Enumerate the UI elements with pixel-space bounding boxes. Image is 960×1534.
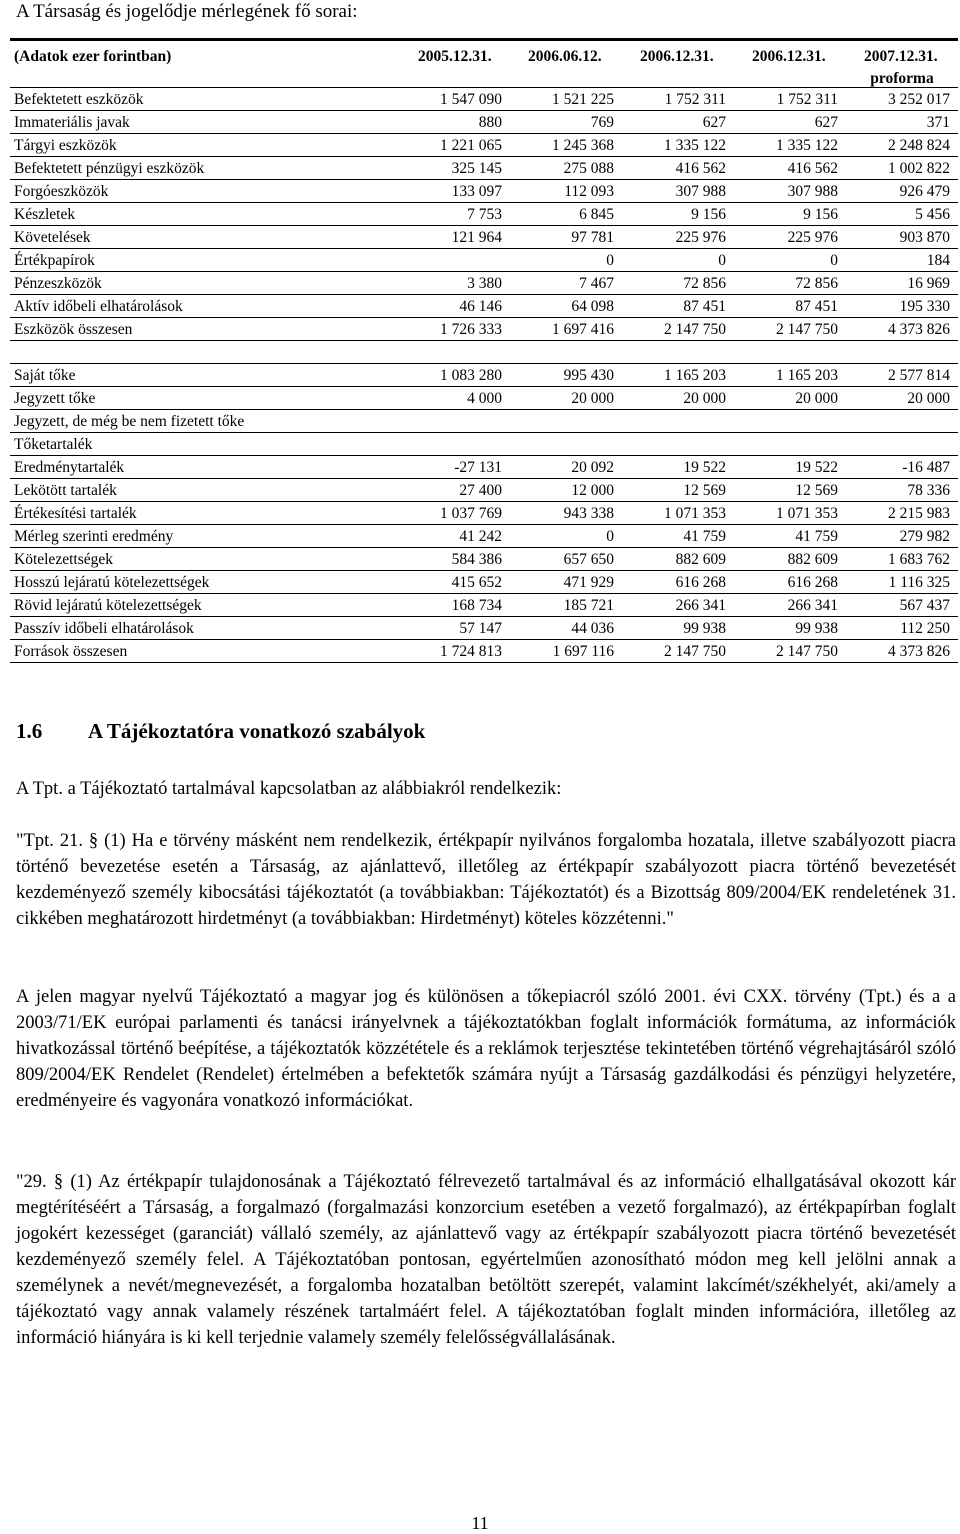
cell-value: 1 071 353 <box>734 502 846 525</box>
section-number: 1.6 <box>16 719 43 743</box>
cell-value: 112 250 <box>846 617 958 640</box>
paragraph: A Tpt. a Tájékoztató tartalmával kapcsolatban az alábbiakról rendelkezik: <box>16 779 562 799</box>
cell-value: 1 335 122 <box>734 134 846 157</box>
row-label: Saját tőke <box>10 364 400 387</box>
row-label: Követelések <box>10 226 400 249</box>
table-row <box>10 88 958 111</box>
cell-value: 0 <box>622 249 734 272</box>
cell-value: 1 752 311 <box>734 88 846 111</box>
cell-value: 616 268 <box>622 571 734 594</box>
section-title-text: A Tájékoztatóra vonatkozó szabályok <box>88 719 426 743</box>
cell-value: 882 609 <box>734 548 846 571</box>
cell-value: 1 521 225 <box>510 88 622 111</box>
cell-value: 20 000 <box>622 387 734 410</box>
row-label: Tőketartalék <box>10 433 400 456</box>
cell-value: 121 964 <box>400 226 510 249</box>
cell-value: 12 569 <box>734 479 846 502</box>
cell-value: 41 242 <box>400 525 510 548</box>
cell-value: 41 759 <box>622 525 734 548</box>
cell-value: 371 <box>846 111 958 134</box>
cell-value: 195 330 <box>846 295 958 318</box>
cell-value: 307 988 <box>734 180 846 203</box>
page-heading: A Társaság és jogelődje mérlegének fő sorai: <box>16 1 358 22</box>
cell-value: 567 437 <box>846 594 958 617</box>
row-label: Rövid lejáratú kötelezettségek <box>10 594 400 617</box>
unit-label: (Adatok ezer forintban) <box>10 40 400 70</box>
cell-value: 7 753 <box>400 203 510 226</box>
cell-value: 9 156 <box>734 203 846 226</box>
cell-value: 1 165 203 <box>622 364 734 387</box>
cell-value: 627 <box>734 111 846 134</box>
cell-value: 1 724 813 <box>400 640 510 663</box>
cell-value: 20 000 <box>510 387 622 410</box>
cell-value: 57 147 <box>400 617 510 640</box>
cell-value: 1 165 203 <box>734 364 846 387</box>
cell-value: 1 547 090 <box>400 88 510 111</box>
table-row <box>10 640 958 663</box>
column-header: 2007.12.31. <box>846 40 958 70</box>
cell-value: 1 083 280 <box>400 364 510 387</box>
cell-value: 9 156 <box>622 203 734 226</box>
table-row <box>10 617 958 640</box>
cell-value: 20 000 <box>846 387 958 410</box>
cell-value: 1 071 353 <box>622 502 734 525</box>
cell-value: 133 097 <box>400 180 510 203</box>
cell-value <box>846 410 958 433</box>
cell-value: 415 652 <box>400 571 510 594</box>
cell-value: 769 <box>510 111 622 134</box>
row-label: Immateriális javak <box>10 111 400 134</box>
cell-value: 4 373 826 <box>846 640 958 663</box>
cell-value: 1 002 822 <box>846 157 958 180</box>
balance-sheet-table <box>10 38 958 663</box>
cell-value: 4 373 826 <box>846 318 958 341</box>
paragraph: "29. § (1) Az értékpapír tulajdonosának a Tájékoztató félrevezető tartalmával és az információ elhallgatásával okozott kár megtérítéséért a Társaság, a forgalmazó (forgalmazási konzorcium esetében a vezető forgalmazó), az értékpapírban foglalt jogokért kezességet (garanciát) vállaló személy, az ajánlattevő vagy az értékpapír szabályozott piacra történő bevezetését kezdeményező személy felel. A Tájékoztatóban pontosan, egyértelműen azonosítható módon meg kell jelölni annak a személynek a nevét/megnevezését, a forgalomba hozatalban betöltött szerepét, valamint lakcímét/székhelyét, aki/amely a tájékoztató vagy annak valamely részének tartalmáért felel. A tájékoztatóban foglalt minden információra, illetőleg az információ hiányára is ki kell terjednie valamely személy felelősségvállalásának. <box>16 1172 956 1348</box>
cell-value <box>846 433 958 456</box>
cell-value: 7 467 <box>510 272 622 295</box>
cell-value: 41 759 <box>734 525 846 548</box>
cell-value <box>510 433 622 456</box>
cell-value: 307 988 <box>622 180 734 203</box>
cell-value: 1 335 122 <box>622 134 734 157</box>
row-label: Jegyzett tőke <box>10 387 400 410</box>
cell-value: 3 380 <box>400 272 510 295</box>
cell-value: 926 479 <box>846 180 958 203</box>
cell-value: 1 752 311 <box>622 88 734 111</box>
cell-value: 2 215 983 <box>846 502 958 525</box>
table-row <box>10 249 958 272</box>
cell-value <box>400 249 510 272</box>
cell-value <box>510 410 622 433</box>
cell-value: 4 000 <box>400 387 510 410</box>
cell-value: 2 147 750 <box>622 640 734 663</box>
table-row <box>10 272 958 295</box>
table-row <box>10 180 958 203</box>
cell-value: 72 856 <box>734 272 846 295</box>
cell-value: 471 929 <box>510 571 622 594</box>
cell-value: 1 726 333 <box>400 318 510 341</box>
row-label: Tárgyi eszközök <box>10 134 400 157</box>
table-row <box>10 433 958 456</box>
cell-value: 185 721 <box>510 594 622 617</box>
cell-value: 279 982 <box>846 525 958 548</box>
section-title <box>16 717 425 745</box>
cell-value: 416 562 <box>622 157 734 180</box>
cell-value: 20 092 <box>510 456 622 479</box>
row-label: Forgóeszközök <box>10 180 400 203</box>
table-row <box>10 548 958 571</box>
row-label: Kötelezettségek <box>10 548 400 571</box>
cell-value: 416 562 <box>734 157 846 180</box>
column-header: 2006.06.12. <box>510 40 622 70</box>
cell-value: 99 938 <box>622 617 734 640</box>
cell-value: 903 870 <box>846 226 958 249</box>
cell-value: 6 845 <box>510 203 622 226</box>
cell-value: 2 147 750 <box>622 318 734 341</box>
row-label: Értékpapírok <box>10 249 400 272</box>
column-header: 2006.12.31. <box>622 40 734 70</box>
table-row <box>10 111 958 134</box>
cell-value <box>622 433 734 456</box>
column-header: 2006.12.31. <box>734 40 846 70</box>
cell-value: 184 <box>846 249 958 272</box>
cell-value: 46 146 <box>400 295 510 318</box>
cell-value: -16 487 <box>846 456 958 479</box>
cell-value: 0 <box>510 249 622 272</box>
cell-value: 2 577 814 <box>846 364 958 387</box>
row-label: Pénzeszközök <box>10 272 400 295</box>
table-row <box>10 479 958 502</box>
cell-value: 72 856 <box>622 272 734 295</box>
table-row <box>10 134 958 157</box>
cell-value: 44 036 <box>510 617 622 640</box>
cell-value: 943 338 <box>510 502 622 525</box>
table-row <box>10 387 958 410</box>
cell-value: 64 098 <box>510 295 622 318</box>
cell-value: 275 088 <box>510 157 622 180</box>
cell-value: 1 245 368 <box>510 134 622 157</box>
cell-value: 1 683 762 <box>846 548 958 571</box>
table-row <box>10 157 958 180</box>
cell-value: 325 145 <box>400 157 510 180</box>
page-number: 11 <box>471 1513 489 1533</box>
row-label: Eszközök összesen <box>10 318 400 341</box>
row-label: Lekötött tartalék <box>10 479 400 502</box>
row-label: Befektetett pénzügyi eszközök <box>10 157 400 180</box>
cell-value: 19 522 <box>734 456 846 479</box>
cell-value: 78 336 <box>846 479 958 502</box>
row-label: Készletek <box>10 203 400 226</box>
cell-value <box>734 433 846 456</box>
row-label: Források összesen <box>10 640 400 663</box>
cell-value: 99 938 <box>734 617 846 640</box>
cell-value: 627 <box>622 111 734 134</box>
cell-value <box>400 433 510 456</box>
table-row <box>10 295 958 318</box>
cell-value: 1 037 769 <box>400 502 510 525</box>
cell-value: 19 522 <box>622 456 734 479</box>
cell-value: 657 650 <box>510 548 622 571</box>
cell-value: 266 341 <box>622 594 734 617</box>
table-row <box>10 226 958 249</box>
cell-value: 16 969 <box>846 272 958 295</box>
cell-value: 2 147 750 <box>734 640 846 663</box>
cell-value: 1 116 325 <box>846 571 958 594</box>
cell-value: 20 000 <box>734 387 846 410</box>
cell-value: 0 <box>510 525 622 548</box>
table-row <box>10 456 958 479</box>
cell-value: 27 400 <box>400 479 510 502</box>
cell-value: 1 221 065 <box>400 134 510 157</box>
cell-value <box>622 410 734 433</box>
proforma-label: proforma <box>870 70 934 87</box>
table-row <box>10 410 958 433</box>
cell-value: 882 609 <box>622 548 734 571</box>
cell-value: 1 697 116 <box>510 640 622 663</box>
table-row <box>10 525 958 548</box>
cell-value: 12 000 <box>510 479 622 502</box>
cell-value: 1 697 416 <box>510 318 622 341</box>
cell-value: 880 <box>400 111 510 134</box>
cell-value: 87 451 <box>734 295 846 318</box>
paragraph: A jelen magyar nyelvű Tájékoztató a magyar jog és különösen a tőkepiacról szóló 2001. évi CXX. törvény (Tpt.) és a a 2003/71/EK európai parlamenti és tanácsi irányelvnek a tájékoztatókban foglalt információk formátuma, az információk hivatkozással történő beépítése, a tájékoztatók közzététele és a reklámok terjesztése tekintetében történő végrehajtásáról szóló 809/2004/EK Rendelet (Rendelet) értelmében a befektetők számára nyújt a Társaság gazdálkodási és pénzügyi helyzetére, eredményeire és vagyonára vonatkozó információkat. <box>16 987 956 1111</box>
row-label: Jegyzett, de még be nem fizetett tőke <box>10 410 400 433</box>
cell-value <box>400 410 510 433</box>
cell-value: 0 <box>734 249 846 272</box>
table-row <box>10 203 958 226</box>
cell-value: 168 734 <box>400 594 510 617</box>
cell-value: 112 093 <box>510 180 622 203</box>
row-label: Befektetett eszközök <box>10 88 400 111</box>
table-row <box>10 502 958 525</box>
cell-value: -27 131 <box>400 456 510 479</box>
cell-value: 12 569 <box>622 479 734 502</box>
table-row <box>10 318 958 341</box>
cell-value: 616 268 <box>734 571 846 594</box>
table-body <box>10 88 958 663</box>
row-label: Értékesítési tartalék <box>10 502 400 525</box>
cell-value: 995 430 <box>510 364 622 387</box>
cell-value: 584 386 <box>400 548 510 571</box>
cell-value: 5 456 <box>846 203 958 226</box>
cell-value: 3 252 017 <box>846 88 958 111</box>
paragraph: "Tpt. 21. § (1) Ha e törvény másként nem rendelkezik, értékpapír nyilvános forgalomba hozatala, illetve szabályozott piacra történő bevezetése esetén a Társaság, az ajánlattevő, illetőleg az értékpapír szabályozott piacra történő bevezetését kezdeményező személy kibocsátási tájékoztatót (a továbbiakban: Tájékoztatót) és a Bizottság 809/2004/EK rendeletének 31. cikkében meghatározott hirdetményt (a továbbiakban: Hirdetményt) köteles közzétenni." <box>16 831 956 929</box>
table-header-row <box>10 40 958 70</box>
row-label: Eredménytartalék <box>10 456 400 479</box>
cell-value: 2 147 750 <box>734 318 846 341</box>
cell-value: 225 976 <box>734 226 846 249</box>
cell-value: 97 781 <box>510 226 622 249</box>
cell-value <box>734 410 846 433</box>
cell-value: 266 341 <box>734 594 846 617</box>
cell-value: 87 451 <box>622 295 734 318</box>
table-row <box>10 594 958 617</box>
cell-value: 2 248 824 <box>846 134 958 157</box>
cell-value: 225 976 <box>622 226 734 249</box>
table-row <box>10 571 958 594</box>
row-label: Hosszú lejáratú kötelezettségek <box>10 571 400 594</box>
row-label: Passzív időbeli elhatárolások <box>10 617 400 640</box>
table-subheader-row <box>10 69 958 88</box>
row-label: Mérleg szerinti eredmény <box>10 525 400 548</box>
row-label: Aktív időbeli elhatárolások <box>10 295 400 318</box>
table-row <box>10 364 958 387</box>
spacer-row <box>10 341 958 364</box>
column-header: 2005.12.31. <box>400 40 510 70</box>
